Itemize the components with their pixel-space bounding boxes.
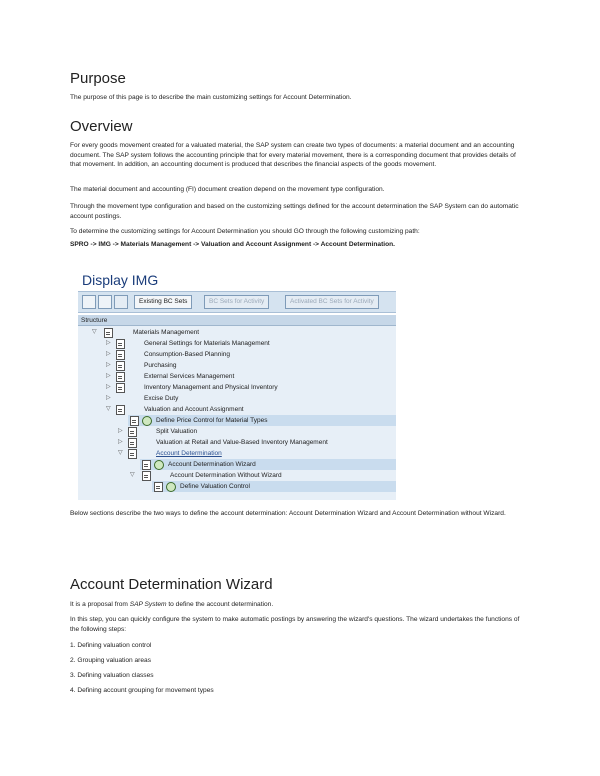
customizing-path: SPRO -> IMG -> Materials Management -> Valuation and Account Assignment -> Account Determination. — [70, 241, 395, 248]
overview-paragraph-1: For every goods movement created for a valuated material, the SAP system can create two types of documents: a material document and an accounting document. The SAP system follows the accounting principle that for every material movement, there is a corresponding document that provides details of that movement. In addition, an accounting document is produced that describes the financial aspects of the goods movement. — [70, 142, 516, 169]
wizard-p1-pre: It is a proposal from — [70, 601, 130, 608]
tree-label: Account Determination — [156, 450, 222, 457]
expand-toggle-icon[interactable]: ▽ — [130, 472, 135, 478]
wizard-step-3: 3. Defining valuation classes — [70, 672, 154, 679]
existing-bc-sets-button[interactable]: Existing BC Sets — [134, 295, 192, 309]
tree-row[interactable] — [78, 338, 396, 349]
document-icon — [116, 361, 125, 371]
wizard-step-2: 2. Grouping valuation areas — [70, 657, 152, 664]
document-icon — [116, 405, 125, 415]
document-icon — [116, 339, 125, 349]
tree-row[interactable] — [140, 459, 396, 470]
tree-row[interactable] — [78, 393, 396, 404]
document-icon — [116, 372, 125, 382]
wizard-step-1: 1. Defining valuation control — [70, 642, 152, 649]
sap-display-img-screenshot — [78, 270, 396, 500]
tree-label: External Services Management — [144, 373, 235, 380]
tree-label: General Settings for Materials Management — [144, 340, 270, 347]
sap-disabled-icon — [114, 295, 128, 309]
tree-label: Split Valuation — [156, 428, 198, 435]
activated-bc-sets-button[interactable]: Activated BC Sets for Activity — [285, 295, 379, 309]
wizard-paragraph-2: In this step, you can quickly configure the system to make automatic postings by answering the wizard's questions. The wizard undertakes the functions of the following steps: — [70, 616, 520, 633]
document-icon — [116, 383, 125, 393]
sap-toolbar — [78, 291, 396, 313]
document-icon — [116, 350, 125, 360]
sap-display-icon[interactable] — [98, 295, 112, 309]
expand-toggle-icon[interactable]: ▷ — [106, 395, 111, 401]
tree-row[interactable] — [78, 426, 396, 437]
expand-toggle-icon[interactable]: ▷ — [118, 428, 123, 434]
tree-label: Valuation and Account Assignment — [144, 406, 244, 413]
document-icon — [104, 328, 113, 338]
tree-row[interactable] — [152, 481, 396, 492]
tree-row[interactable] — [78, 470, 396, 481]
overview-paragraph-4: To determine the customizing settings for Account Determination you should GO through the following customizing path: — [70, 228, 420, 235]
document-icon — [128, 449, 137, 459]
sap-screen-title: Display IMG — [82, 272, 159, 288]
document-icon — [128, 438, 137, 448]
expand-toggle-icon[interactable]: ▷ — [106, 373, 111, 379]
tree-row[interactable] — [78, 371, 396, 382]
execute-activity-icon[interactable] — [154, 460, 164, 470]
wizard-paragraph-1 — [70, 600, 525, 610]
expand-toggle-icon[interactable]: ▷ — [118, 439, 123, 445]
expand-toggle-icon[interactable]: ▷ — [106, 362, 111, 368]
tree-row[interactable] — [78, 404, 396, 415]
tree-label: Purchasing — [144, 362, 177, 369]
expand-toggle-icon[interactable]: ▽ — [118, 450, 123, 456]
tree-row[interactable] — [78, 349, 396, 360]
tree-label: Account Determination Without Wizard — [170, 472, 282, 479]
tree-row[interactable] — [78, 448, 396, 459]
sap-structure-tree — [78, 315, 396, 500]
expand-toggle-icon[interactable]: ▷ — [106, 384, 111, 390]
tree-label: Account Determination Wizard — [168, 461, 256, 468]
structure-header: Structure — [78, 315, 396, 326]
purpose-text: The purpose of this page is to describe the main customizing settings for Account Determination. — [70, 94, 352, 101]
tree-label: Consumption-Based Planning — [144, 351, 230, 358]
expand-toggle-icon[interactable]: ▷ — [106, 340, 111, 346]
execute-activity-icon[interactable] — [142, 416, 152, 426]
overview-paragraph-2: The material document and accounting (FI) document creation depend on the movement type configuration. — [70, 186, 385, 193]
document-icon — [154, 482, 163, 492]
tree-row[interactable] — [78, 360, 396, 371]
execute-activity-icon[interactable] — [166, 482, 176, 492]
tree-row[interactable] — [78, 327, 396, 338]
document-icon — [142, 471, 151, 481]
after-screenshot-text: Below sections describe the two ways to define the account determination: Account Determination Wizard and Account Determination without Wizard. — [70, 510, 506, 517]
expand-toggle-icon[interactable]: ▷ — [106, 351, 111, 357]
tree-row[interactable] — [78, 382, 396, 393]
overview-paragraph-3: Through the movement type configuration and based on the customizing settings defined for the account determination the SAP System can do automatic account postings. — [70, 203, 519, 220]
tree-label: Valuation at Retail and Value-Based Inventory Management — [156, 439, 328, 446]
sap-toggle-icon[interactable] — [82, 295, 96, 309]
expand-toggle-icon[interactable]: ▽ — [106, 406, 111, 412]
tree-label: Excise Duty — [144, 395, 179, 402]
document-icon — [130, 416, 139, 426]
tree-label: Define Price Control for Material Types — [156, 417, 268, 424]
wizard-step-4: 4. Defining account grouping for movement types — [70, 687, 214, 694]
tree-row[interactable] — [128, 415, 396, 426]
tree-label: Materials Management — [133, 329, 200, 336]
tree-row[interactable] — [78, 437, 396, 448]
purpose-heading: Purpose — [70, 70, 126, 87]
tree-label: Inventory Management and Physical Inventory — [144, 384, 278, 391]
overview-heading: Overview — [70, 118, 133, 135]
expand-toggle-icon[interactable]: ▽ — [92, 329, 97, 335]
wizard-p1-em: SAP System — [129, 601, 167, 608]
document-icon — [128, 427, 137, 437]
bc-sets-for-activity-button[interactable]: BC Sets for Activity — [204, 295, 269, 309]
document-icon — [142, 460, 151, 470]
wizard-heading: Account Determination Wizard — [70, 576, 273, 593]
wizard-p1-post: to define the account determination. — [166, 601, 274, 608]
tree-label: Define Valuation Control — [180, 483, 250, 490]
